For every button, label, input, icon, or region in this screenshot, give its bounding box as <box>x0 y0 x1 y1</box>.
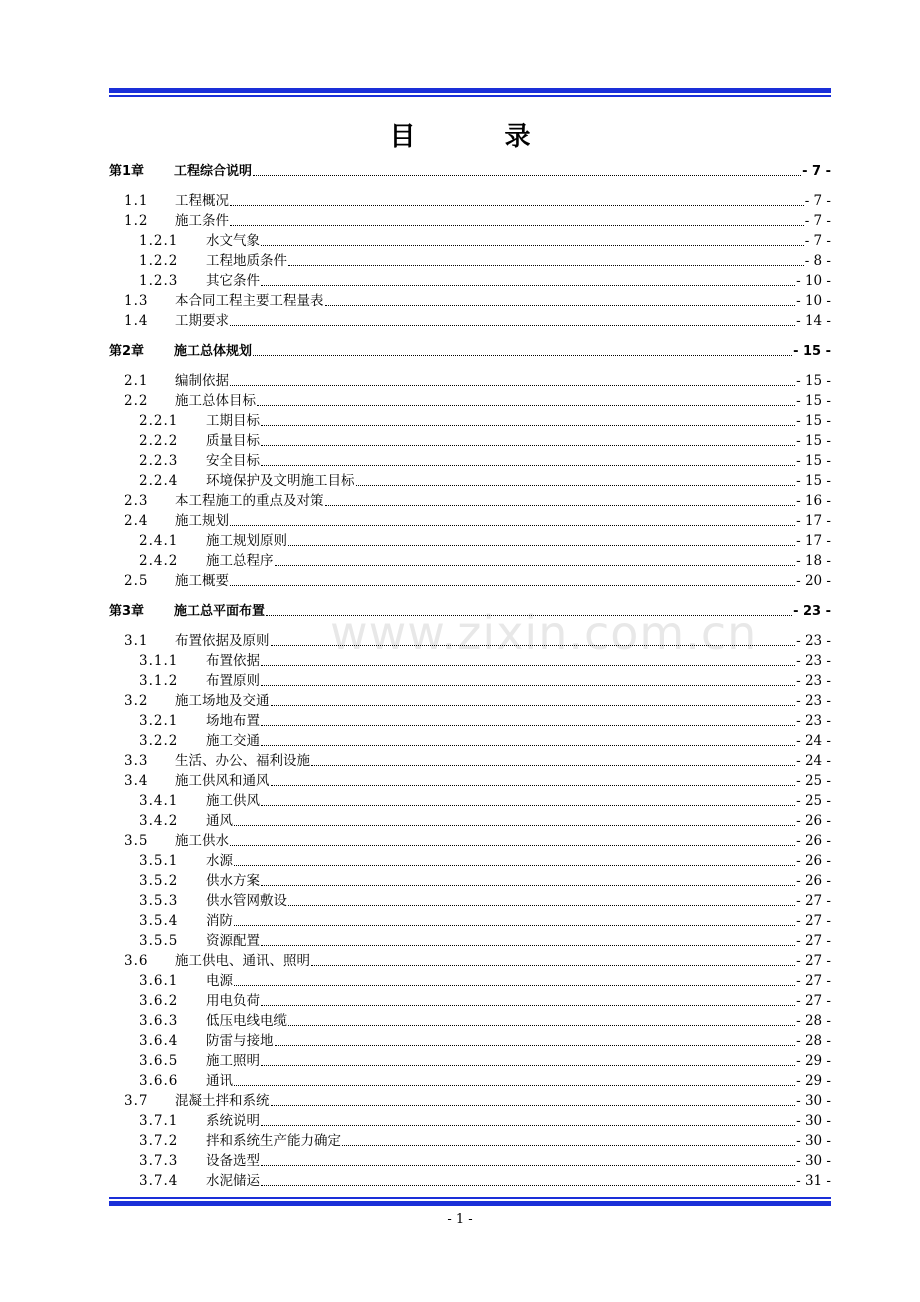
toc-dot-leader <box>253 354 792 356</box>
toc-entry-page: - 24 - <box>796 753 831 769</box>
toc-dot-leader <box>356 484 796 486</box>
toc-entry-page: - 30 - <box>796 1133 831 1149</box>
toc-entry-page: - 17 - <box>796 533 831 549</box>
toc-dot-leader <box>325 304 796 306</box>
toc-entry-title: 工期要求 <box>175 313 229 329</box>
toc-entry-number: 3.5.2 <box>139 873 179 889</box>
toc-entry-number: 3.4.2 <box>139 813 179 829</box>
toc-entry-number: 2.4.2 <box>139 553 179 569</box>
toc-entry-number: 第3章 <box>109 604 145 619</box>
toc-entry-page: - 26 - <box>796 813 831 829</box>
toc-entry-page: - 29 - <box>796 1073 831 1089</box>
toc-entry[interactable] <box>109 470 831 490</box>
toc-dot-leader <box>261 1004 795 1006</box>
toc-entry[interactable] <box>109 870 831 890</box>
toc-entry-number: 3.5.5 <box>139 933 179 949</box>
toc-entry[interactable] <box>109 890 831 910</box>
toc-entry-page: - 15 - <box>796 373 831 389</box>
toc-entry-number: 2.2.3 <box>139 453 179 469</box>
toc-entry[interactable] <box>109 830 831 850</box>
toc-entry[interactable] <box>109 970 831 990</box>
toc-entry-title: 施工场地及交通 <box>175 693 270 709</box>
toc-entry-page: - 30 - <box>796 1153 831 1169</box>
toc-entry[interactable] <box>109 370 831 390</box>
toc-entry-title: 施工供风和通风 <box>175 773 270 789</box>
toc-entry[interactable] <box>109 790 831 810</box>
page-number: - 1 - <box>447 1212 473 1227</box>
toc-dot-leader <box>230 584 795 586</box>
toc-entry[interactable] <box>109 390 831 410</box>
toc-dot-leader <box>261 1124 795 1126</box>
toc-dot-leader <box>288 904 795 906</box>
toc-entry-page: - 23 - <box>796 673 831 689</box>
toc-entry-page: - 27 - <box>796 933 831 949</box>
toc-entry-title: 设备选型 <box>206 1153 260 1169</box>
toc-dot-leader <box>261 724 795 726</box>
toc-entry-title: 水源 <box>206 853 233 869</box>
toc-entry-number: 3.4 <box>124 773 149 789</box>
toc-entry[interactable] <box>109 430 831 450</box>
toc-dot-leader <box>253 174 801 176</box>
toc-entry-title: 工期目标 <box>206 413 260 429</box>
toc-entry-number: 3.3 <box>124 753 149 769</box>
toc-entry[interactable] <box>109 850 831 870</box>
toc-entry[interactable] <box>109 510 831 530</box>
toc-entry-title: 编制依据 <box>175 373 229 389</box>
toc-entry-page: - 10 - <box>796 293 831 309</box>
toc-entry-title: 环境保护及文明施工目标 <box>206 473 355 489</box>
toc-entry-number: 3.7.1 <box>139 1113 179 1129</box>
toc-entry-number: 1.2.1 <box>139 233 179 249</box>
toc-entry-number: 1.2.2 <box>139 253 179 269</box>
toc-entry[interactable] <box>109 550 831 570</box>
toc-entry-number: 2.1 <box>124 373 149 389</box>
toc-entry-number: 3.6 <box>124 953 149 969</box>
toc-entry[interactable] <box>109 770 831 790</box>
toc-dot-leader <box>261 684 795 686</box>
toc-dot-leader <box>261 1184 795 1186</box>
toc-entry-page: - 27 - <box>796 893 831 909</box>
toc-dot-leader <box>230 324 795 326</box>
toc-dot-leader <box>325 504 796 506</box>
toc-entry-number: 3.6.4 <box>139 1033 179 1049</box>
toc-dot-leader <box>234 1084 795 1086</box>
toc-entry-number: 1.1 <box>124 193 149 209</box>
toc-entry-title: 供水管网敷设 <box>206 893 287 909</box>
toc-entry-page: - 31 - <box>796 1173 831 1189</box>
toc-entry-page: - 26 - <box>796 873 831 889</box>
toc-entry-number: 3.1.1 <box>139 653 179 669</box>
toc-entry-page: - 8 - <box>804 253 831 269</box>
toc-entry-page: - 30 - <box>796 1113 831 1129</box>
toc-entry[interactable] <box>109 310 831 330</box>
toc-entry-number: 2.5 <box>124 573 149 589</box>
toc-dot-leader <box>271 644 796 646</box>
toc-dot-leader <box>230 844 795 846</box>
toc-entry-title: 施工总平面布置 <box>174 604 266 619</box>
toc-dot-leader <box>342 1144 795 1146</box>
toc-entry-title: 施工交通 <box>206 733 260 749</box>
toc-entry-number: 3.7.3 <box>139 1153 179 1169</box>
toc-entry-page: - 28 - <box>796 1013 831 1029</box>
toc-entry-title: 资源配置 <box>206 933 260 949</box>
toc-entry-number: 3.7.2 <box>139 1133 179 1149</box>
toc-entry[interactable] <box>109 1150 831 1170</box>
toc-entry[interactable] <box>109 160 831 180</box>
toc-entry-page: - 23 - <box>796 653 831 669</box>
toc-entry[interactable] <box>109 750 831 770</box>
toc-entry-title: 布置原则 <box>206 673 260 689</box>
toc-entry[interactable] <box>109 1130 831 1150</box>
toc-entry-number: 3.4.1 <box>139 793 179 809</box>
toc-entry[interactable] <box>109 1090 831 1110</box>
toc-entry[interactable] <box>109 570 831 590</box>
toc-entry-title: 工程概况 <box>175 193 229 209</box>
toc-entry[interactable] <box>109 810 831 830</box>
toc-entry-number: 3.7.4 <box>139 1173 179 1189</box>
toc-entry-page: - 14 - <box>796 313 831 329</box>
toc-entry[interactable] <box>109 1030 831 1050</box>
toc-dot-leader <box>234 824 795 826</box>
toc-entry-title: 消防 <box>206 913 233 929</box>
toc-entry-number: 第1章 <box>109 164 145 179</box>
toc-entry[interactable] <box>109 1070 831 1090</box>
toc-entry[interactable] <box>109 340 831 360</box>
toc-dot-leader <box>271 704 796 706</box>
toc-entry-title: 施工总体目标 <box>175 393 256 409</box>
toc-entry-title: 工程综合说明 <box>174 164 253 179</box>
toc-dot-leader <box>234 924 795 926</box>
toc-entry-page: - 23 - <box>796 693 831 709</box>
page-title: 目 录 <box>389 122 571 152</box>
toc-entry-number: 3.1.2 <box>139 673 179 689</box>
toc-entry[interactable] <box>109 600 831 620</box>
toc-dot-leader <box>261 464 795 466</box>
toc-entry[interactable] <box>109 1050 831 1070</box>
toc-entry-title: 质量目标 <box>206 433 260 449</box>
toc-entry-page: - 7 - <box>804 193 831 209</box>
toc-entry-number: 1.3 <box>124 293 149 309</box>
toc-entry-page: - 15 - <box>796 413 831 429</box>
toc-entry-number: 2.3 <box>124 493 149 509</box>
toc-entry[interactable] <box>109 710 831 730</box>
toc-entry-title: 施工规划原则 <box>206 533 287 549</box>
toc-entry[interactable] <box>109 270 831 290</box>
toc-dot-leader <box>271 1104 796 1106</box>
toc-entry[interactable] <box>109 410 831 430</box>
toc-entry-number: 2.4 <box>124 513 149 529</box>
toc-dot-leader <box>261 424 795 426</box>
toc-dot-leader <box>230 384 795 386</box>
toc-entry-number: 第2章 <box>109 344 145 359</box>
toc-entry-title: 施工供风 <box>206 793 260 809</box>
toc-dot-leader <box>261 664 795 666</box>
toc-entry[interactable] <box>109 230 831 250</box>
toc-entry-number: 2.2.1 <box>139 413 179 429</box>
toc-entry-title: 施工规划 <box>175 513 229 529</box>
toc-entry-number: 1.2 <box>124 213 149 229</box>
toc-dot-leader <box>261 804 795 806</box>
toc-entry-page: - 15 - <box>793 344 831 359</box>
toc-dot-leader <box>311 764 795 766</box>
toc-entry-title: 通风 <box>206 813 233 829</box>
toc-entry-number: 3.6.6 <box>139 1073 179 1089</box>
toc-entry-number: 3.7 <box>124 1093 149 1109</box>
toc-entry-number: 3.2.1 <box>139 713 179 729</box>
toc-entry-number: 2.2.4 <box>139 473 179 489</box>
toc-entry[interactable] <box>109 630 831 650</box>
toc-entry-title: 场地布置 <box>206 713 260 729</box>
toc-entry-number: 2.4.1 <box>139 533 179 549</box>
toc-entry-page: - 7 - <box>804 233 831 249</box>
toc-dot-leader <box>257 404 795 406</box>
toc-entry[interactable] <box>109 730 831 750</box>
toc-dot-leader <box>261 444 795 446</box>
toc-entry-title: 本工程施工的重点及对策 <box>175 493 324 509</box>
toc-entry-number: 2.2.2 <box>139 433 179 449</box>
toc-entry-page: - 10 - <box>796 273 831 289</box>
toc-dot-leader <box>261 1064 795 1066</box>
footer-rule-thin <box>109 1197 831 1199</box>
toc-dot-leader <box>261 244 804 246</box>
toc-entry-page: - 18 - <box>796 553 831 569</box>
toc-entry[interactable] <box>109 1010 831 1030</box>
toc-entry[interactable] <box>109 950 831 970</box>
toc-entry[interactable] <box>109 250 831 270</box>
toc-entry-number: 3.5 <box>124 833 149 849</box>
toc-entry-title: 防雷与接地 <box>206 1033 274 1049</box>
toc-entry-page: - 23 - <box>793 604 831 619</box>
toc-entry-title: 水文气象 <box>206 233 260 249</box>
toc-entry[interactable] <box>109 930 831 950</box>
toc-entry-page: - 28 - <box>796 1033 831 1049</box>
toc-entry-title: 混凝土拌和系统 <box>175 1093 270 1109</box>
toc-entry[interactable] <box>109 910 831 930</box>
toc-entry-title: 工程地质条件 <box>206 253 287 269</box>
toc-entry-title: 通讯 <box>206 1073 233 1089</box>
toc-dot-leader <box>261 944 795 946</box>
toc-entry-page: - 30 - <box>796 1093 831 1109</box>
toc-entry-page: - 29 - <box>796 1053 831 1069</box>
toc-entry-number: 3.6.3 <box>139 1013 179 1029</box>
toc-entry-page: - 23 - <box>796 713 831 729</box>
toc-entry-title: 施工供电、通讯、照明 <box>175 953 310 969</box>
toc-entry[interactable] <box>109 1170 831 1190</box>
toc-entry-page: - 7 - <box>802 164 831 179</box>
toc-entry[interactable] <box>109 290 831 310</box>
watermark: www.zixin.com.cn <box>330 606 758 660</box>
toc-entry[interactable] <box>109 210 831 230</box>
toc-entry-page: - 27 - <box>796 973 831 989</box>
toc-entry-title: 水泥储运 <box>206 1173 260 1189</box>
toc-entry-number: 3.6.1 <box>139 973 179 989</box>
toc-dot-leader <box>234 984 795 986</box>
toc-entry-title: 布置依据及原则 <box>175 633 270 649</box>
toc-dot-leader <box>288 264 804 266</box>
toc-dot-leader <box>275 564 796 566</box>
toc-entry-number: 3.2 <box>124 693 149 709</box>
toc-entry[interactable] <box>109 530 831 550</box>
toc-entry-title: 安全目标 <box>206 453 260 469</box>
toc-dot-leader <box>261 744 795 746</box>
toc-entry-page: - 15 - <box>796 433 831 449</box>
toc-entry-title: 其它条件 <box>206 273 260 289</box>
toc-entry-title: 施工照明 <box>206 1053 260 1069</box>
toc-entry-title: 施工供水 <box>175 833 229 849</box>
toc-entry-number: 3.5.3 <box>139 893 179 909</box>
toc-entry-page: - 17 - <box>796 513 831 529</box>
toc-entry-page: - 23 - <box>796 633 831 649</box>
toc-entry[interactable] <box>109 990 831 1010</box>
toc-entry-page: - 15 - <box>796 453 831 469</box>
toc-entry-page: - 25 - <box>796 793 831 809</box>
toc-entry-title: 供水方案 <box>206 873 260 889</box>
header-rule-thick <box>109 88 831 93</box>
toc-entry-page: - 25 - <box>796 773 831 789</box>
toc-dot-leader <box>288 544 795 546</box>
toc-dot-leader <box>234 864 795 866</box>
toc-entry-page: - 16 - <box>796 493 831 509</box>
toc-dot-leader <box>271 784 796 786</box>
toc-entry-number: 1.4 <box>124 313 149 329</box>
toc-entry-number: 3.2.2 <box>139 733 179 749</box>
toc-entry-title: 施工概要 <box>175 573 229 589</box>
toc-dot-leader <box>261 884 795 886</box>
toc-entry-title: 电源 <box>206 973 233 989</box>
toc-entry-page: - 24 - <box>796 733 831 749</box>
toc-entry-number: 2.2 <box>124 393 149 409</box>
toc-dot-leader <box>230 524 795 526</box>
toc-entry-page: - 7 - <box>804 213 831 229</box>
toc-entry-number: 3.5.4 <box>139 913 179 929</box>
toc-dot-leader <box>261 284 795 286</box>
toc-entry-page: - 15 - <box>796 473 831 489</box>
toc-entry-title: 生活、办公、福利设施 <box>175 753 310 769</box>
toc-dot-leader <box>261 1164 795 1166</box>
toc-entry-title: 施工总程序 <box>206 553 274 569</box>
toc-dot-leader <box>275 1044 796 1046</box>
toc-entry-page: - 26 - <box>796 853 831 869</box>
toc-dot-leader <box>230 204 804 206</box>
toc-entry-title: 施工总体规划 <box>174 344 253 359</box>
toc-entry-title: 系统说明 <box>206 1113 260 1129</box>
toc-entry[interactable] <box>109 490 831 510</box>
toc-entry-number: 1.2.3 <box>139 273 179 289</box>
toc-entry-title: 低压电线电缆 <box>206 1013 287 1029</box>
toc-entry-page: - 27 - <box>796 913 831 929</box>
toc-entry-title: 布置依据 <box>206 653 260 669</box>
toc-entry-number: 3.5.1 <box>139 853 179 869</box>
toc-entry-page: - 15 - <box>796 393 831 409</box>
toc-entry-page: - 20 - <box>796 573 831 589</box>
toc-entry[interactable] <box>109 190 831 210</box>
toc-entry[interactable] <box>109 670 831 690</box>
toc-entry[interactable] <box>109 1110 831 1130</box>
toc-entry-page: - 27 - <box>796 993 831 1009</box>
toc-entry-page: - 26 - <box>796 833 831 849</box>
toc-entry-title: 本合同工程主要工程量表 <box>175 293 324 309</box>
toc-entry-number: 3.1 <box>124 633 149 649</box>
toc-entry[interactable] <box>109 690 831 710</box>
toc-dot-leader <box>266 614 792 616</box>
toc-entry-title: 拌和系统生产能力确定 <box>206 1133 341 1149</box>
toc-entry-page: - 27 - <box>796 953 831 969</box>
toc-entry[interactable] <box>109 650 831 670</box>
toc-dot-leader <box>311 964 795 966</box>
toc-entry-title: 用电负荷 <box>206 993 260 1009</box>
toc-dot-leader <box>230 224 804 226</box>
header-rule-thin <box>109 95 831 97</box>
footer-rule-thick <box>109 1201 831 1206</box>
toc-entry[interactable] <box>109 450 831 470</box>
toc-entry-number: 3.6.2 <box>139 993 179 1009</box>
toc-entry-number: 3.6.5 <box>139 1053 179 1069</box>
toc-entry-title: 施工条件 <box>175 213 229 229</box>
toc-dot-leader <box>288 1024 795 1026</box>
